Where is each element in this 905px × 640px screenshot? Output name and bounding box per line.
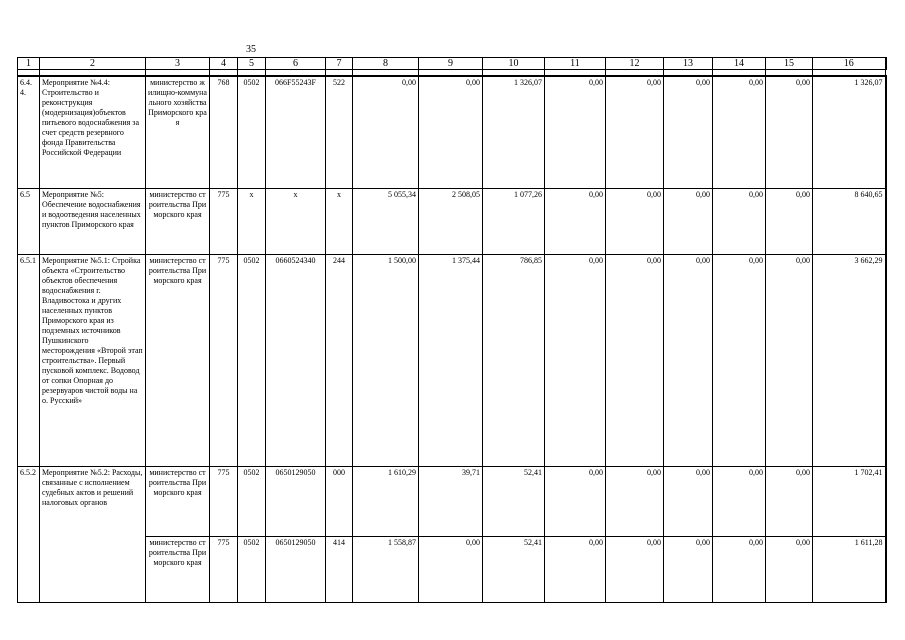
col-header-10: 10 bbox=[483, 58, 545, 70]
cell-15: 0,00 bbox=[766, 466, 813, 536]
executor: министерство жилищно-коммунального хозяйства Приморского края bbox=[146, 76, 210, 188]
row-number: 6.5.2 bbox=[18, 466, 40, 602]
cell-13: 0,00 bbox=[664, 536, 713, 602]
col-header-4: 4 bbox=[210, 58, 238, 70]
col-header-8: 8 bbox=[353, 58, 419, 70]
cell-16: 1 326,07 bbox=[813, 76, 886, 188]
cell-10: 1 077,26 bbox=[483, 188, 545, 254]
col-header-11: 11 bbox=[545, 58, 606, 70]
cell-4: 775 bbox=[210, 536, 238, 602]
col-header-7: 7 bbox=[326, 58, 353, 70]
cell-14: 0,00 bbox=[713, 188, 766, 254]
program-table bbox=[17, 57, 887, 603]
page-number: 35 bbox=[246, 44, 256, 55]
cell-12: 0,00 bbox=[606, 76, 664, 188]
executor: министерство строительства Приморского края bbox=[146, 536, 210, 602]
cell-10: 1 326,07 bbox=[483, 76, 545, 188]
cell-15: 0,00 bbox=[766, 254, 813, 466]
executor: министерство строительства Приморского края bbox=[146, 188, 210, 254]
cell-9: 1 375,44 bbox=[419, 254, 483, 466]
measure-name: Мероприятие №5: Обеспечение водоснабжения и водоотведения населенных пунктов Приморского края bbox=[40, 188, 146, 254]
cell-8: 1 558,87 bbox=[353, 536, 419, 602]
cell-8: 1 610,29 bbox=[353, 466, 419, 536]
table-row bbox=[18, 536, 886, 602]
cell-8: 0,00 bbox=[353, 76, 419, 188]
cell-14: 0,00 bbox=[713, 254, 766, 466]
table-row bbox=[18, 76, 886, 188]
cell-16: 8 640,65 bbox=[813, 188, 886, 254]
cell-11: 0,00 bbox=[545, 466, 606, 536]
row-number: 6.4.4. bbox=[18, 76, 40, 188]
cell-9: 0,00 bbox=[419, 536, 483, 602]
col-header-9: 9 bbox=[419, 58, 483, 70]
cell-16: 1 611,28 bbox=[813, 536, 886, 602]
cell-12: 0,00 bbox=[606, 536, 664, 602]
cell-14: 0,00 bbox=[713, 466, 766, 536]
col-header-5: 5 bbox=[238, 58, 266, 70]
measure-name: Мероприятие №4.4: Строительство и реконструкция (модернизация)объектов питьевого водоснабжения за счет средств резервного фонда Правительства Российской Федерации bbox=[40, 76, 146, 188]
cell-7: 244 bbox=[326, 254, 353, 466]
measure-name: Мероприятие №5.2: Расходы, связанные с исполнением судебных актов и решений налоговых органов bbox=[40, 466, 146, 602]
cell-12: 0,00 bbox=[606, 254, 664, 466]
cell-9: 2 508,05 bbox=[419, 188, 483, 254]
header-row bbox=[18, 58, 886, 70]
cell-13: 0,00 bbox=[664, 188, 713, 254]
cell-10: 52,41 bbox=[483, 536, 545, 602]
table-row bbox=[18, 188, 886, 254]
cell-9: 39,71 bbox=[419, 466, 483, 536]
cell-14: 0,00 bbox=[713, 76, 766, 188]
cell-4: 768 bbox=[210, 76, 238, 188]
col-header-16: 16 bbox=[813, 58, 886, 70]
cell-13: 0,00 bbox=[664, 466, 713, 536]
cell-12: 0,00 bbox=[606, 188, 664, 254]
cell-5: 0502 bbox=[238, 254, 266, 466]
table-row bbox=[18, 254, 886, 466]
cell-10: 52,41 bbox=[483, 466, 545, 536]
cell-6: 0650129050 bbox=[266, 466, 326, 536]
cell-8: 5 055,34 bbox=[353, 188, 419, 254]
col-header-1: 1 bbox=[18, 58, 40, 70]
cell-9: 0,00 bbox=[419, 76, 483, 188]
cell-6: 066F55243F bbox=[266, 76, 326, 188]
cell-5: 0502 bbox=[238, 76, 266, 188]
col-header-13: 13 bbox=[664, 58, 713, 70]
cell-4: 775 bbox=[210, 254, 238, 466]
cell-4: 775 bbox=[210, 466, 238, 536]
row-number: 6.5.1 bbox=[18, 254, 40, 466]
cell-5: x bbox=[238, 188, 266, 254]
table-row bbox=[18, 466, 886, 536]
col-header-15: 15 bbox=[766, 58, 813, 70]
row-number: 6.5 bbox=[18, 188, 40, 254]
cell-16: 3 662,29 bbox=[813, 254, 886, 466]
cell-6: x bbox=[266, 188, 326, 254]
cell-7: 000 bbox=[326, 466, 353, 536]
cell-7: x bbox=[326, 188, 353, 254]
cell-5: 0502 bbox=[238, 466, 266, 536]
executor: министерство строительства Приморского края bbox=[146, 254, 210, 466]
cell-6: 0660524340 bbox=[266, 254, 326, 466]
col-header-14: 14 bbox=[713, 58, 766, 70]
cell-7: 522 bbox=[326, 76, 353, 188]
cell-11: 0,00 bbox=[545, 76, 606, 188]
measure-name: Мероприятие №5.1: Стройка объекта «Строительство объектов обеспечения водоснабжения г. Владивостока и других населенных пунктов Приморского края из подземных источников Пушкинского месторождения «Второй этап строительства». Первый пусковой комплекс. Водовод от сопки Опорная до резервуаров чистой воды на о. Русский» bbox=[40, 254, 146, 466]
cell-11: 0,00 bbox=[545, 188, 606, 254]
col-header-3: 3 bbox=[146, 58, 210, 70]
cell-14: 0,00 bbox=[713, 536, 766, 602]
col-header-2: 2 bbox=[40, 58, 146, 70]
cell-13: 0,00 bbox=[664, 254, 713, 466]
cell-10: 786,85 bbox=[483, 254, 545, 466]
col-header-12: 12 bbox=[606, 58, 664, 70]
cell-7: 414 bbox=[326, 536, 353, 602]
cell-15: 0,00 bbox=[766, 76, 813, 188]
cell-5: 0502 bbox=[238, 536, 266, 602]
cell-11: 0,00 bbox=[545, 254, 606, 466]
cell-16: 1 702,41 bbox=[813, 466, 886, 536]
cell-6: 0650129050 bbox=[266, 536, 326, 602]
cell-15: 0,00 bbox=[766, 188, 813, 254]
cell-12: 0,00 bbox=[606, 466, 664, 536]
cell-8: 1 500,00 bbox=[353, 254, 419, 466]
col-header-6: 6 bbox=[266, 58, 326, 70]
cell-11: 0,00 bbox=[545, 536, 606, 602]
executor: министерство строительства Приморского края bbox=[146, 466, 210, 536]
cell-4: 775 bbox=[210, 188, 238, 254]
cell-15: 0,00 bbox=[766, 536, 813, 602]
cell-13: 0,00 bbox=[664, 76, 713, 188]
